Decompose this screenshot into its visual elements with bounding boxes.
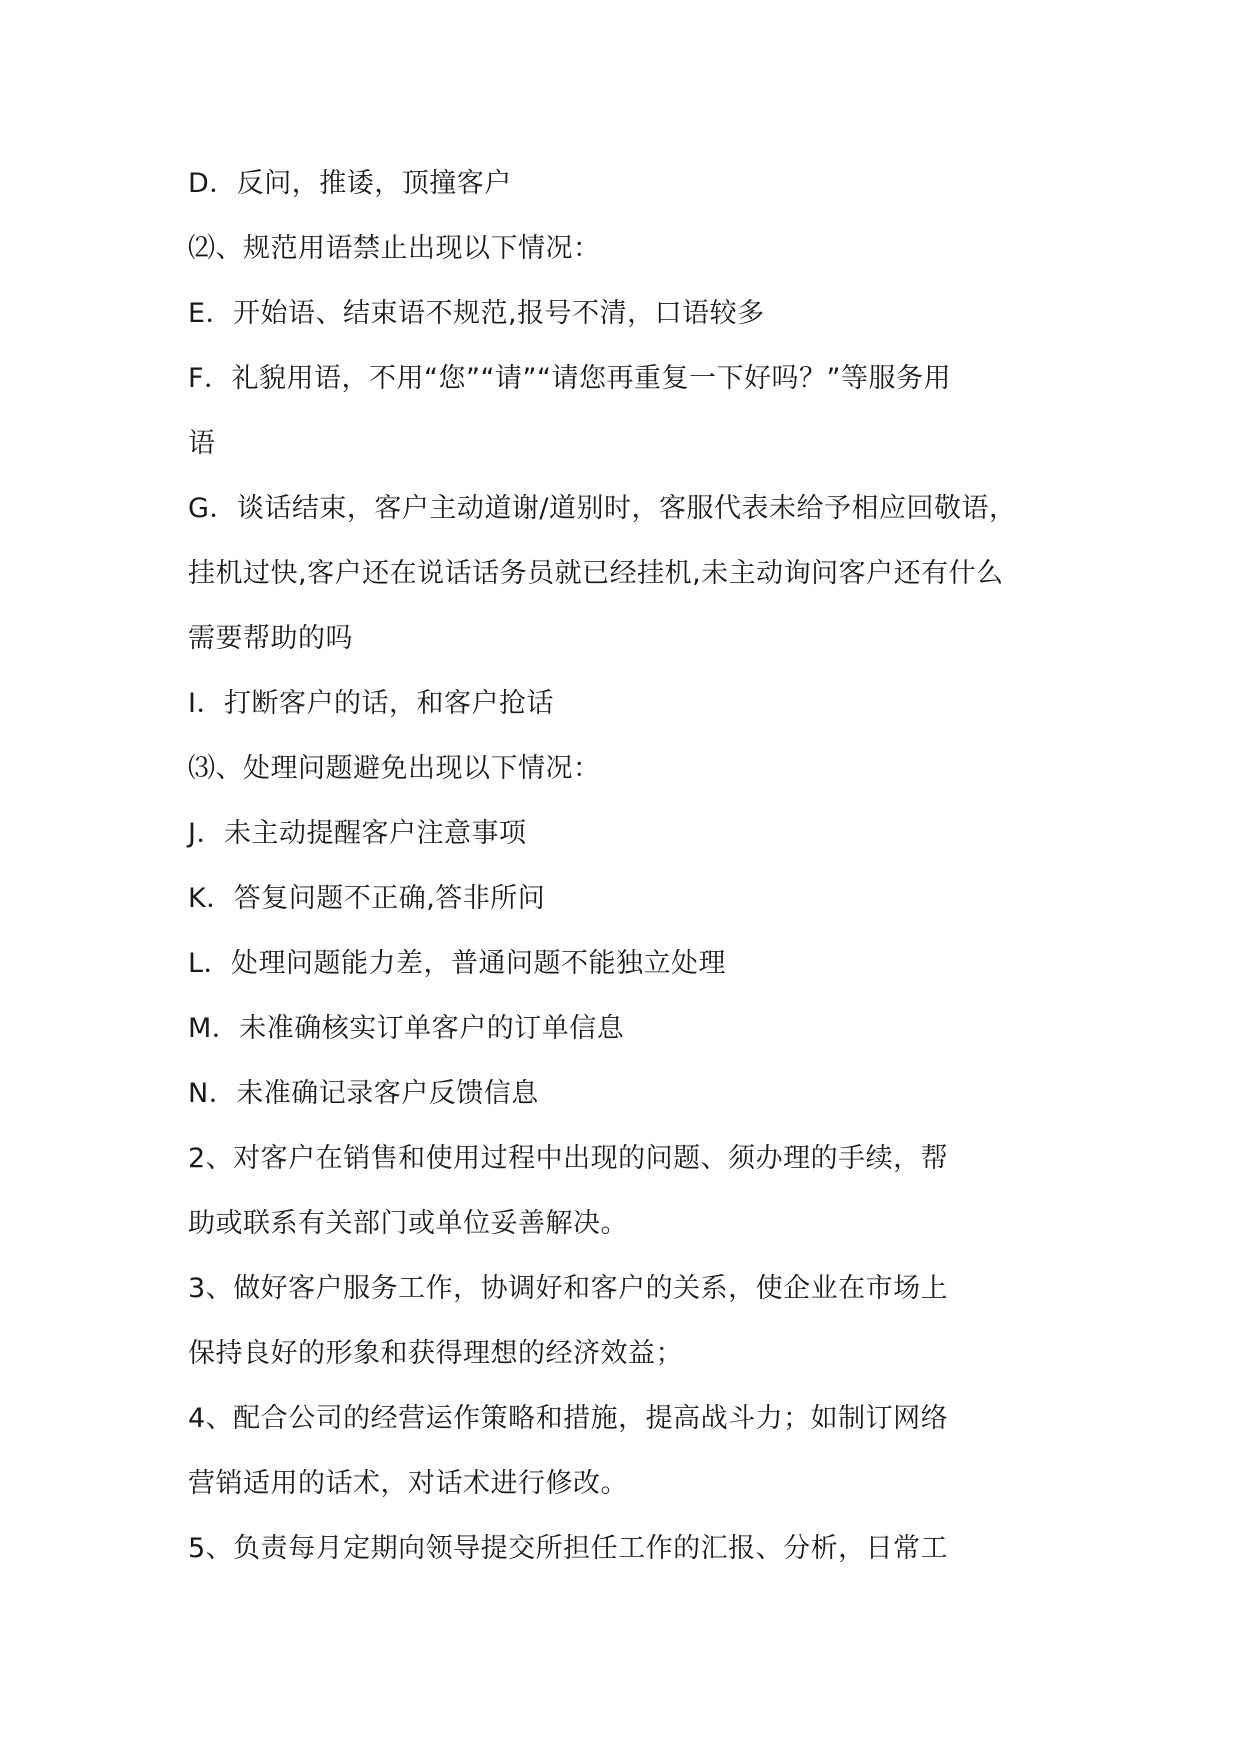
section-heading: ⑵、规范用语禁止出现以下情况：: [188, 233, 601, 264]
text-line: K．答复问题不正确,答非所问: [188, 883, 546, 914]
text-line: I．打断客户的话，和客户抢话: [188, 688, 554, 719]
text-line: M．未准确核实订单客户的订单信息: [188, 1013, 625, 1044]
text-line: 5、负责每月定期向领导提交所担任工作的汇报、分析，日常工: [188, 1533, 949, 1564]
text-line: 3、做好客户服务工作，协调好和客户的关系，使企业在市场上: [188, 1273, 949, 1304]
text-line: L．处理问题能力差，普通问题不能独立处理: [188, 948, 727, 979]
text-line: F．礼貌用语，不用“您”“请”“请您再重复一下好吗？”等服务用: [188, 363, 951, 394]
text-line: 助或联系有关部门或单位妥善解决。: [188, 1208, 628, 1239]
text-line: E．开始语、结束语不规范,报号不清，口语较多: [188, 298, 765, 329]
text-line: 4、配合公司的经营运作策略和措施，提高战斗力；如制订网络: [188, 1403, 949, 1434]
text-line: 2、对客户在销售和使用过程中出现的问题、须办理的手续，帮: [188, 1143, 949, 1174]
section-heading: ⑶、处理问题避免出现以下情况：: [188, 753, 601, 784]
text-line: 挂机过快,客户还在说话话务员就已经挂机,未主动询问客户还有什么: [188, 558, 1004, 589]
text-line: G．谈话结束，客户主动道谢/道别时，客服代表未给予相应回敬语，: [188, 493, 1017, 524]
text-line: J．未主动提醒客户注意事项: [188, 818, 527, 849]
text-line: 保持良好的形象和获得理想的经济效益；: [188, 1338, 683, 1369]
text-line: 需要帮助的吗: [188, 623, 353, 654]
text-line: D．反问，推诿，顶撞客户: [188, 168, 512, 199]
text-line: 营销适用的话术，对话术进行修改。: [188, 1468, 628, 1499]
text-line: 语: [188, 428, 216, 459]
text-line: N．未准确记录客户反馈信息: [188, 1078, 539, 1109]
